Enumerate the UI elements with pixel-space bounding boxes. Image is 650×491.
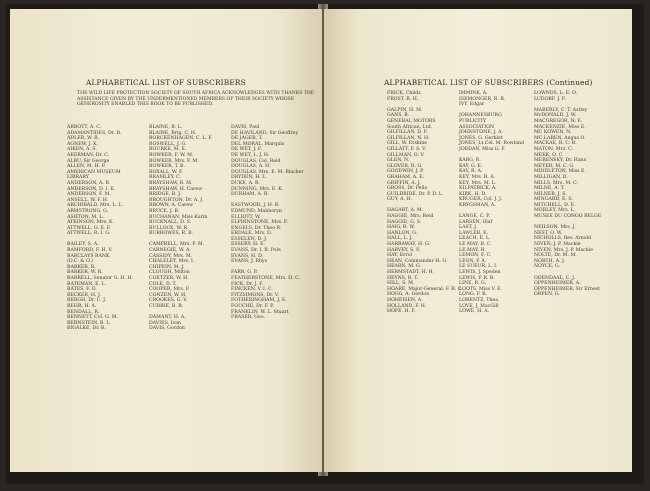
subscriber-entry: BRAMLEY, C. [149,175,182,181]
subscriber-entry: HALL, L. J. [387,236,413,242]
subscriber-entry: ATTWELL, G. E. F. [67,225,111,231]
subscriber-entry: OPPENHEIMER, Sir Ernest [534,286,600,292]
subscriber-entry: ERDALE, Mrs. D. [231,231,273,237]
subscriber-entry: FARR, G. P. [231,270,258,276]
subscriber-entry: NIVEN, Mrs. J. P. Mackie [534,247,593,253]
subscriber-entry: BATES, F. O. [67,287,97,293]
subscriber-column [534,91,624,298]
subscriber-entry: GALPIN, H. M. [387,107,423,113]
subscriber-entry: NIVEN, J. P. Mackie [534,242,581,248]
subscriber-entry: NOLTE, Dr. M. M. [534,253,577,259]
right-page [324,9,632,472]
subscriber-entry: NEST, O. W. [534,230,563,236]
subscriber-entry: HERMSTADT, H. H. [387,270,435,275]
subscriber-entry: HILL, S. M. [387,281,415,287]
subscriber-entry: BARKER, W. R. [67,270,103,276]
subscriber-entry: KIRK, H. D. [459,191,487,197]
subscriber-entry: ARCHIBALD, Mrs. L. L. [67,203,124,209]
subscriber-entry: HOPE, H. F. [387,309,416,315]
subscriber-entry: BROUGHTON, Dr. A. J. [149,197,204,203]
subscriber-entry: GRAHAM, A. E. [387,174,425,180]
subscriber-entry: BROWN, A. Carew [149,203,194,209]
subscriber-entry: OPPENHEIMER, A. [534,281,581,287]
subscriber-entry: COLE, D. T. [149,281,177,287]
subscriber-entry: LANGE, C. P. [459,214,490,220]
subscriber-entry: BLAINE, Brig. C. H. [149,130,197,136]
subscriber-entry: IMMINK, A. [459,91,488,96]
subscriber-entry: AGNEW, J. K. [67,141,99,147]
subscriber-entry: BEHR, H. A. [67,304,97,309]
subscriber-entry: AMERICAN MUSEUM [67,169,121,175]
subscriber-entry: FINCKEN, V. I. C. [231,287,273,293]
subscriber-entry: MC LAREN, Angus O. [534,135,586,141]
subscriber-entry: EDMUND, Mabberyn [231,208,282,214]
subscriber-entry: BURROWES, R. B. [149,231,194,237]
subscriber-entry: BATEMAN, E. L. [67,281,107,287]
subscriber-entry: DE HAVILAND, Sir Geoffrey [231,130,299,136]
subscriber-entry: KRYGSMAN, A. [459,202,496,208]
subscriber-entry: BENNETT, Col. G. M. [67,315,118,321]
subscriber-entry: KEY, Mrs. M. L. [459,180,497,186]
subscriber-entry: CHIPEIN, M. J. [149,264,185,270]
subscriber-entry: LOOTS, Miss V. E. [459,286,503,292]
subscriber-entry: ASHTON, M. L. [67,214,104,220]
subscriber-entry: DAVIS, Paul [231,125,260,130]
subscriber-entry: ADAMANTIDES, Dr. D. [67,130,122,136]
subscriber-entry: BECKER, H. J. [67,292,101,298]
subscriber-entry: NEILSON, Mrs. J. [534,225,576,231]
subscriber-entry: MILLS, Mrs. M. C. [534,180,579,186]
subscriber-entry: MATON, Mrs. C. [534,146,574,152]
subscriber-entry: HAIG, R. W. [387,225,415,231]
subscriber-entry: MC KOWEN, N. [534,130,572,136]
subscriber-entry: LUDORF, J. F. [534,96,566,102]
subscriber-entry: FRASER, Geo. [231,315,266,321]
subscriber-entry: NORTH, A. J. [534,258,565,264]
subscriber-entry: BIGALKE, Dr. R. [67,326,106,332]
subscriber-entry: DOUGLAS, Col. Reid [231,158,281,164]
subscriber-entry: BENDALL, R. [67,309,100,315]
intro-paragraph: THE WILD LIFE PROTECTION SOCIETY OF SOUTH AFRICA ACKNOWLEDGES WITH THANKS THE ASSISTANCE GIVEN BY THE UNDERMENTIONED MEMBERS OF THEIR SOCIETY WHOSE GENEROSITY ENABLED THIS BOOK TO BE PUBLISHED. [77,91,315,108]
subscriber-entry: KEY, Mrs. R. A. [459,174,496,180]
subscriber-entry: DAVIS, Gordon [149,326,185,332]
subscriber-entry: MEYER, M. C. G. [534,163,575,169]
subscriber-entry: MINGARD, E. S. [534,197,573,203]
subscriber-entry: KILPATRICK, A. [459,186,497,192]
subscriber-entry: McDONALD, J. W. [534,113,577,119]
subscriber-entry: BAILEY, S. A. [67,242,99,248]
subscriber-entry: FITZSIMONS, Dr. V. [231,292,279,298]
subscriber-entry: FEATHERSTONE, Mrs. H. C. [231,276,301,282]
subscriber-entry: PUBLICITY [459,118,487,124]
subscriber-entry: MEEK, O. C. [534,152,564,158]
subscriber-entry: ATTWELL, R. I. G. [67,231,111,237]
subscriber-entry: ESSELEN, D. J. [231,236,268,242]
subscriber-entry: COETZER, W. H. [149,276,189,282]
subscriber-entry: COOPER, Mrs. F. [149,287,190,293]
subscriber-entry: AKERMAN, Dr. C. [67,152,110,158]
subscriber-entry: DOUGLAS, A. H. [231,164,271,170]
subscriber-entry: FRICK, Childs [387,91,421,96]
subscriber-entry: HAGGIE, G. S. [387,219,422,225]
subscriber-entry: ASSOCIATION [459,124,495,130]
subscriber-entry: DOUGLAS, Mrs. E. M. Blacker [231,169,304,175]
subscriber-entry: MACKAE, R. C. B. [534,141,577,147]
subscriber-entry: BULLOCK, W. R. [149,225,189,231]
subscriber-entry: LEACH, E. L. [459,236,491,242]
subscriber-entry: DE WET, J. F. [231,147,262,153]
subscriber-entry: IVY, Edgar [459,102,485,108]
subscriber-entry: BERNSTEIN, B. L. [67,320,111,326]
subscriber-entry: MERENSKY, Dr. Hans [534,158,587,164]
subscriber-entry: MORLEY, Mrs. L. [534,208,576,214]
subscriber-entry: South African, Ltd. [387,124,433,130]
subscriber-entry: BRAYSHAW, H. Carew [149,186,203,192]
subscriber-entry: KARG, R. [459,158,481,164]
subscriber-entry: ORPEN, G. [534,292,560,298]
subscriber-entry: HEAN, Commander H. G. [387,258,448,264]
subscriber-entry: HOLLAND, F. H. [387,303,427,309]
subscriber-entry: GOODWIN, J. P. [387,169,424,175]
subscriber-entry: BORCKENHAGEN, C. L. F. [149,136,213,142]
subscriber-entry: HAGART, A. M. [387,208,424,214]
subscriber-entry: LONG, F. R. [459,292,488,298]
subscriber-entry: MILNER, J. S. [534,191,567,197]
subscriber-entry: LOVE, J. MacGill [459,303,499,309]
subscriber-entry: JONES, G. Gerhlet [459,135,503,141]
subscriber-entry: EVANS, Dr. I. B. Pole [231,248,281,254]
subscriber-entry: JORDAN, Miss G. F. [459,146,506,152]
subscriber-entry: NOYCE, G. [534,264,561,270]
subscriber-entry: DAVIES, Ivan [149,320,181,326]
subscriber-entry: BUCHANAN, Miss Karin [149,214,208,220]
subscriber-entry: ANDERSON, A. R. [67,180,111,186]
subscriber-entry: ISEMONGER, R. R. [459,96,506,102]
subscriber-entry: BOSWELL, J. G. [149,141,187,147]
subscriber-entry: KAY, G. E. [459,163,483,169]
subscriber-entry: ALBU, Sir George [67,158,110,164]
subscriber-entry: CURRIE, B. R. [149,304,184,309]
subscriber-entry: ODENDAAL, C. J. [534,275,576,281]
subscriber-entry: HAGGIE, Mrs. Reid [387,214,434,220]
subscriber-entry: ESSERY, H. E. [231,242,266,248]
subscriber-entry: BOWKER, T. B. [149,164,185,170]
subscriber-entry: HARRAWAY, H. G. [387,242,431,248]
subscriber-entry: GUY, A. H. [387,197,413,203]
subscriber-entry: DE JAGER, T. [231,136,263,142]
subscriber-entry: ELPHINSTONE, Mrs. F. [231,220,288,226]
subscriber-entry: EASTWOOD, J. H. R. [231,203,280,209]
subscriber-entry: BRUCE, J. B. [149,208,180,214]
subscriber-entry: HANLON, G. [387,230,418,236]
subscriber-entry: CAMPBELL, Mrs. F. M. [149,242,205,248]
subscriber-entry: ALLEN, M. H. P. [67,164,106,170]
subscriber-entry: BARRELL, Senator G. H. H. [67,276,133,282]
subscriber-entry: LEMON, F. C. [459,253,492,259]
subscriber-entry: GUILBRIDE, Dr. P. D. L. [387,191,444,197]
subscriber-entry: MITCHELL, D. E. [534,202,576,208]
subscriber-entry: BAMFORD, F. H. V. [67,248,113,254]
subscriber-entry: GILLMAN, O. V. [387,152,425,158]
subscriber-entry: GLOVER, R. G. [387,163,423,169]
subscriber-entry: LE SUEUR, L. I. [459,264,498,270]
subscriber-entry: HARVEY, S. F. [387,247,421,253]
subscriber-entry: FOTHERINGHAM, J. S. [231,298,287,304]
subscriber-entry: FOUCHE, Dr. F. P. [231,304,274,309]
subscriber-entry: FROST, R. H. [387,96,419,102]
subscriber-entry: GILLATT, F. S. V. [387,146,427,152]
subscriber-entry: GANS, B. [387,113,410,119]
subscriber-column [149,125,229,332]
subscriber-entry: DRYDEN, H. L. [231,175,267,181]
subscriber-entry: DE WET, L. J. H. [231,152,270,158]
subscriber-entry: ELLIOTT, W. [231,214,261,220]
subscriber-entry: JONES, Lt.Col. M. Rowland [459,141,525,147]
left-page [10,9,322,472]
subscriber-entry: FRANKLIN, W. L. Stuart [231,309,289,315]
subscriber-entry: LARSEN, Olaf [459,219,493,225]
subscriber-entry: BRAYSHAW, B. M. [149,180,193,186]
subscriber-entry: DEL MORAL, Marquis [231,141,285,147]
page-title: ALPHABETICAL LIST OF SUBSCRIBERS [86,78,246,87]
subscriber-column [67,125,147,332]
subscriber-entry: GLEN, N. [387,158,410,164]
subscriber-entry: BRIDGE, B. J. [149,192,182,198]
subscriber-entry: GILFILLAN, N. H. [387,135,430,141]
subscriber-entry: MIDDLETON, Miss E. [534,169,586,175]
subscriber-entry: DUKE, A. R. [231,180,260,186]
subscriber-entry: MUSEE DU CONGO BELGE [534,214,602,220]
subscriber-entry: HEYNS, R. T. [387,275,419,281]
subscriber-entry: HOGG, A. Gordon [387,292,430,298]
subscriber-entry: ANDERSON, D. I. E. [67,186,116,192]
subscriber-entry: BOWKER, Mrs. F. M. [149,158,199,164]
subscriber-entry: CASSIDY, Mrs. M. [149,253,193,259]
subscriber-entry: JOHANNESBURG [459,113,502,119]
subscriber-entry: HOHEISEN, A. [387,297,423,303]
subscriber-entry: ENGELS, Dr. Theo R. [231,225,282,231]
subscriber-entry: ANDERSON, F. M. [67,192,111,198]
subscriber-entry: ABBOTT, A. C. [67,125,102,130]
subscriber-column [459,91,525,315]
subscriber-entry: LOWNDS, L. E. O. [534,91,578,96]
subscriber-entry: GROSS, Dr. Pello [387,186,428,192]
subscriber-entry: EVANS, J. Rhys [231,259,268,265]
subscriber-entry: HOARE, Major-General, F. R. C. [387,286,463,292]
subscriber-entry: LEWIS, P. R. B. [459,275,495,281]
subscriber-entry: LE MAY, B. C. [459,242,492,248]
subscriber-entry: GILL, W. Erskine [387,141,427,147]
subscriber-entry: MABERLY, C. T. Astley [534,107,588,113]
subscriber-entry: MILLIGAN, D. [534,174,568,180]
subscriber-entry: BOXALL, W. F. [149,169,184,175]
subscriber-entry: KRUGER, Col. J. J. [459,197,503,203]
subscriber-entry: GILFILLAN, D. F. [387,130,428,136]
subscriber-entry: BOWKER, F. W. M. [149,152,194,158]
subscriber-entry: LAST, J. [459,225,478,231]
subscriber-entry: (D.C. & O.) [67,259,93,265]
subscriber-entry: FICK, Dr. J. F. [231,281,264,287]
subscriber-entry: BOURKE, M. E. [149,147,187,153]
subscriber-entry: BLAINE, B. L. [149,125,183,130]
subscriber-entry: LOWE, H. A. [459,309,490,315]
subscriber-entry: ANSELL, W. F. H. [67,197,109,203]
subscriber-entry: LE MAY, H. [459,247,487,253]
subscriber-entry: JOHNSTONE, J. A. [459,130,503,136]
subscriber-entry: CHALELEY, Mrs. I. [149,259,195,265]
subscriber-entry: MACKENZIE, Miss E. [534,124,586,130]
subscriber-entry: GRIFFIN, A. J. [387,180,421,186]
subscriber-entry: BERGH, Dr. C. J. [67,298,107,304]
subscriber-entry: BARKER, R. [67,264,96,270]
subscriber-entry: ADLER, W. R. [67,136,100,142]
subscriber-entry: LAWLER, E. [459,230,489,236]
subscriber-entry: DUNNING, Mrs. E. K. [231,186,284,192]
subscriber-entry: HEARN, M. G. [387,264,422,270]
subscriber-entry: CROOKES, G. V. [149,298,188,304]
subscriber-entry: AIKEN, A. S. [67,147,97,153]
subscriber-entry: LIBRARY [67,175,89,181]
subscriber-column [387,91,463,315]
subscriber-entry: BUCKNALL, D. S. [149,220,192,226]
subscriber-entry: EVANS, H. D. [231,253,264,259]
subscriber-entry: GENERAL MOTORS [387,118,436,124]
subscriber-entry: CONZEN, W. H. [149,292,187,298]
subscriber-entry: CARNEGIE, W. A. [149,248,191,254]
subscriber-entry: DURHAM, A. R. [231,192,269,198]
subscriber-entry: LEWIS, J. Speden [459,270,501,275]
page-title: ALPHABETICAL LIST OF SUBSCRIBERS (Continued) [384,78,593,87]
subscriber-entry: LORENTZ, Thea [459,297,499,303]
subscriber-entry: BARCLAYS BANK [67,253,110,259]
subscriber-entry: KAY, R. A. [459,169,483,175]
subscriber-entry: ATKINSON, Mrs. K. [67,220,114,226]
subscriber-entry: NICHOLLS, Rev. Arnold [534,236,592,242]
subscriber-entry: MACGREGOR, N. E. [534,118,583,124]
subscriber-column [231,125,317,321]
subscriber-entry: ARMSTRONG, G. [67,208,109,214]
subscriber-entry: CLOUGH, Milton [149,270,190,276]
subscriber-entry: HAY, Errol [387,253,412,259]
subscriber-entry: LINE, R. G. [459,281,487,287]
subscriber-entry: MILNE, A. T. [534,186,565,192]
subscriber-entry: DAMANT, H. A. [149,315,186,321]
subscriber-entry: LEON, P. A. [459,258,487,264]
